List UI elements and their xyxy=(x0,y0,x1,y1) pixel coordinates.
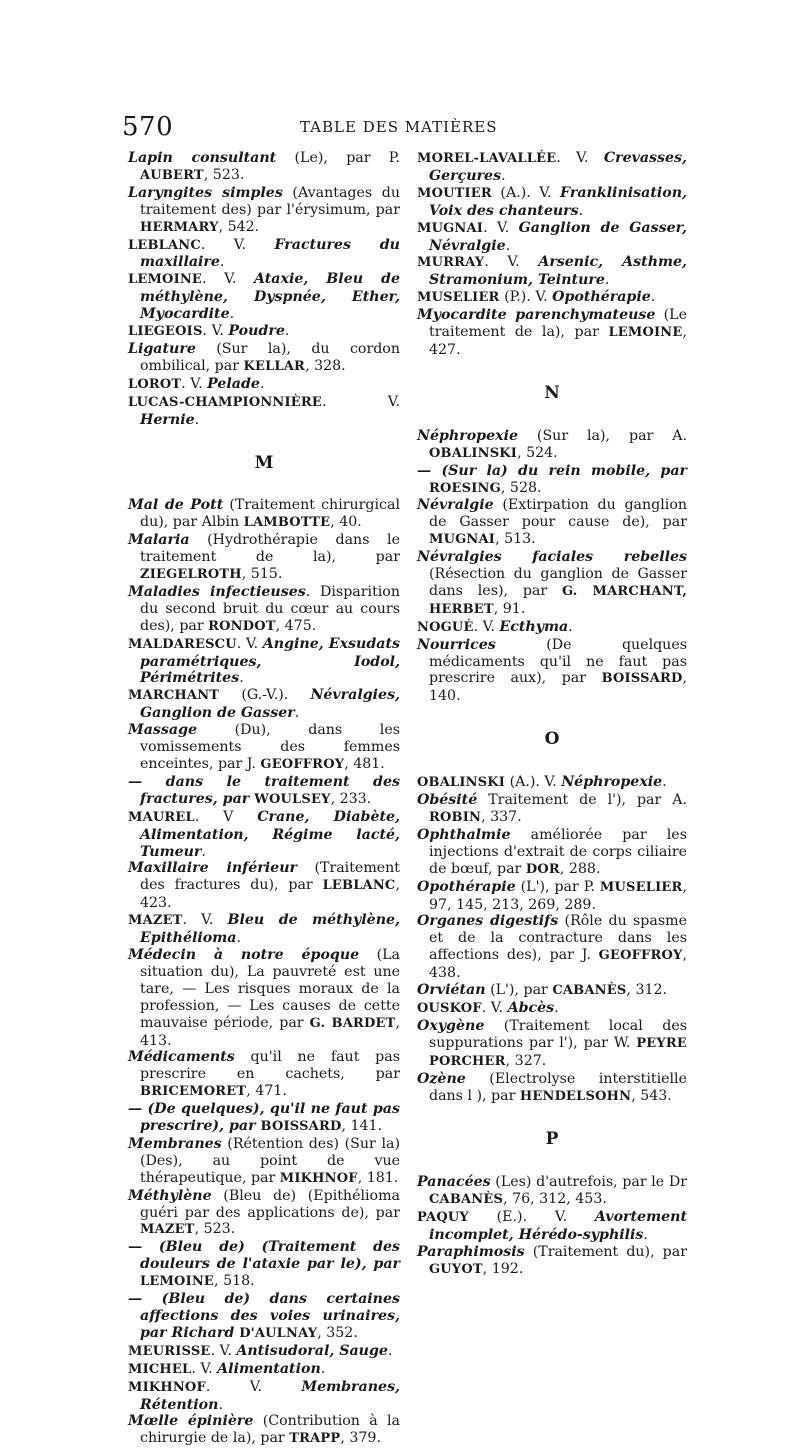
entry-text: (Sur la), par A. xyxy=(518,427,687,444)
entry-headword: Massage xyxy=(128,722,198,739)
entry-headword: Ozène xyxy=(417,1070,466,1087)
entry-text: . V. xyxy=(205,1378,302,1395)
entry-pages: , 233. xyxy=(330,790,372,807)
entry-headword: Membranes xyxy=(128,1135,222,1152)
entry-pages: , 181. xyxy=(357,1169,399,1186)
entry-text: (L'), par P. xyxy=(515,878,600,895)
entry-text: (Les) d'autrefois, par le Dr xyxy=(490,1174,687,1191)
index-entry xyxy=(417,220,687,255)
entry-headword: Myocardite parenchymateuse xyxy=(417,307,656,324)
right-column xyxy=(417,150,687,1279)
entry-pages: , 192. xyxy=(482,1260,524,1277)
entry-pages: . xyxy=(218,1396,223,1413)
index-entry xyxy=(417,982,687,1000)
index-entry xyxy=(417,879,687,914)
index-entry xyxy=(128,271,400,323)
entry-author: ROBIN xyxy=(429,810,482,825)
index-entry xyxy=(128,1361,400,1379)
entry-pages: . xyxy=(650,289,656,306)
entry-pages: , 413. xyxy=(140,1014,400,1049)
entry-author: HERMARY xyxy=(140,219,219,235)
entry-text: Traitement de l'), par A. xyxy=(477,792,687,809)
entry-headword: Ligature xyxy=(128,340,196,357)
entry-pages: , 543. xyxy=(631,1087,672,1104)
entry-pages: . xyxy=(284,323,290,340)
entry-pages: , 141. xyxy=(341,1118,383,1135)
entry-text: (Traitement chirurgical du), par Albin xyxy=(140,497,400,531)
entry-name: MURRAY xyxy=(417,255,485,271)
index-entry xyxy=(417,463,687,498)
entry-text: (A.). V. xyxy=(491,184,561,201)
entry-author: D'AULNAY xyxy=(239,1325,318,1341)
entry-text: (Du), dans les vomissements des femmes enceintes, par J. xyxy=(140,722,400,772)
entry-pages: , 76, 312, 453. xyxy=(503,1191,607,1208)
entry-name: MARCHANT xyxy=(128,688,220,704)
entry-text: . V. xyxy=(181,375,208,392)
entry-author: OBALINSKI xyxy=(429,445,518,461)
entry-text: (Le traitement de la), par xyxy=(429,307,687,341)
index-entry xyxy=(128,1101,400,1136)
index-entry xyxy=(128,947,400,1049)
entry-name: MOREL-LAVALLÉE xyxy=(417,151,557,166)
section-M xyxy=(128,497,400,1448)
entry-headword: Paraphimosis xyxy=(417,1243,525,1260)
entry-author: LAMBOTTE xyxy=(243,515,331,531)
entry-reference: Angine, Exsudats paramétriques, Iodol, Périmétrites xyxy=(140,635,400,687)
index-entry xyxy=(128,1379,400,1414)
entry-headword: Orviétan xyxy=(417,982,486,999)
entry-reference: Ataxie, Bleu de méthylène, Dyspnée, Ether, Myocardite xyxy=(140,271,400,323)
entry-pages: . xyxy=(259,375,265,392)
entry-pages: , 337. xyxy=(481,809,522,825)
entry-text: . V. xyxy=(182,912,228,929)
index-entry xyxy=(417,428,687,463)
entry-text: (Hydrothérapie dans le traitement de la), par xyxy=(140,532,400,566)
entry-text: (Le), par P. xyxy=(276,150,400,166)
entry-pages: , 523. xyxy=(203,166,245,183)
entry-author: WOULSEY xyxy=(254,791,331,807)
section-N xyxy=(417,428,687,706)
entry-author: GEOFFROY xyxy=(260,757,345,772)
entry-pages: , 438. xyxy=(429,947,687,982)
entry-name: MIKHNOF xyxy=(128,1379,206,1395)
entry-name: LIEGEOIS xyxy=(128,324,203,340)
entry-pages: , 427. xyxy=(429,324,687,358)
entry-pages: . xyxy=(643,1227,648,1244)
entry-headword: Organes digestifs xyxy=(417,913,559,930)
entry-text: qu'il ne faut pas prescrire en cachets, par xyxy=(140,1049,400,1083)
index-entry xyxy=(128,376,400,394)
entry-name: LUCAS-CHAMPIONNIÈRE xyxy=(128,394,323,410)
section-letter-M: M xyxy=(254,452,274,473)
entry-headword: Opothérapie xyxy=(417,878,516,895)
entry-author: TRAPP xyxy=(289,1431,341,1447)
index-entry xyxy=(128,394,400,429)
index-entry xyxy=(417,1174,687,1209)
entry-name: MAZET xyxy=(128,913,183,929)
index-entry xyxy=(128,1136,400,1188)
index-entry xyxy=(417,774,687,792)
entry-headword: — dans le traitement des fractures, par xyxy=(128,773,400,807)
index-entry xyxy=(128,532,400,584)
index-entry xyxy=(128,687,400,722)
entry-name: MEURISSE xyxy=(128,1343,211,1359)
entry-author: HENDELSOHN xyxy=(519,1088,632,1104)
entry-reference: Crevasses, Gerçures xyxy=(429,150,687,184)
entry-headword: Maxillaire inférieur xyxy=(128,860,297,877)
entry-reference: Arsenic, Asthme, Stramonium, Teinture xyxy=(429,254,687,289)
entry-author: AUBERT xyxy=(140,167,204,183)
index-entry xyxy=(128,1413,400,1448)
section-O xyxy=(417,774,687,1105)
entry-pages: , 528. xyxy=(500,479,542,496)
entry-pages: , 327. xyxy=(505,1052,547,1069)
entry-pages: , 542. xyxy=(218,218,260,235)
entry-headword: — (Bleu de) dans certaines affections des voies urinaires, par Richard xyxy=(128,1291,400,1341)
entry-pages: , 352. xyxy=(317,1324,358,1341)
entry-author: CABANÈS xyxy=(429,1192,504,1208)
entry-text: améliorée par les injections d'extrait de corps ciliaire de bœuf, par xyxy=(429,826,687,877)
entry-pages: , 423. xyxy=(140,877,400,912)
entry-pages: , 97, 145, 213, 269, 289. xyxy=(429,878,687,913)
entry-pages: . xyxy=(554,999,559,1016)
entry-pages: . xyxy=(568,618,573,635)
entry-text: (E.). V. xyxy=(468,1209,595,1226)
index-entry xyxy=(128,237,400,272)
entry-text: . V. xyxy=(202,323,229,340)
entry-author: DOR xyxy=(525,861,560,877)
entry-pages: , 471. xyxy=(246,1083,287,1100)
entry-pages: . xyxy=(236,930,241,947)
entry-pages: , 288. xyxy=(559,860,601,877)
index-entry xyxy=(417,1018,687,1071)
entry-headword: Ophthalmie xyxy=(417,826,511,843)
entry-name: NOGUÉ xyxy=(417,619,474,635)
entry-reference: Névralgies, Ganglion de Gasser xyxy=(140,687,400,722)
entry-author: PEYRE PORCHER xyxy=(429,1035,687,1069)
entry-reference: Bleu de méthylène, Epithélioma xyxy=(140,912,400,947)
entry-reference: Abcès xyxy=(507,999,555,1016)
entry-text: (Sur la), du cordon ombilical, par xyxy=(140,340,400,374)
entry-pages: . xyxy=(501,167,506,184)
entry-headword: Mal de Pott xyxy=(128,497,224,514)
index-entry xyxy=(417,1244,687,1279)
entry-text: (Traitement du), par xyxy=(524,1243,687,1260)
entry-headword: — (Bleu de) (Traitement des douleurs de l'ataxie par le), par xyxy=(128,1239,400,1273)
entry-author: LEBLANC xyxy=(322,878,396,894)
entry-author: GEOFFROY xyxy=(598,948,683,964)
entry-author: MUSELIER xyxy=(599,879,683,895)
entry-reference: Antisudoral, Sauge xyxy=(236,1342,388,1359)
index-entry xyxy=(128,912,400,947)
entry-headword: Névralgie xyxy=(417,497,494,514)
entry-text: (Résection du ganglion de Gasser dans les), par xyxy=(429,566,687,599)
entry-name: OBALINSKI xyxy=(417,775,506,791)
index-entry xyxy=(417,913,687,982)
entry-pages: , 379. xyxy=(340,1430,381,1447)
entry-pages: . xyxy=(320,1360,326,1377)
entry-reference: Avortement incomplet, Hérédo-syphilis xyxy=(429,1209,687,1244)
entry-pages: . xyxy=(294,705,300,722)
entry-reference: Alimentation xyxy=(217,1360,321,1377)
entry-author: LEMOINE xyxy=(608,325,683,341)
index-entry xyxy=(128,860,400,912)
entry-text: (Extirpation du ganglion de Gasser pour cause de), par xyxy=(429,497,687,531)
entry-name: MAUREL xyxy=(128,809,195,825)
index-entry xyxy=(128,185,400,237)
entry-text: (Electrolyse interstitielle dans l ), par xyxy=(429,1070,687,1104)
entry-headword: Maladies infectieuses xyxy=(128,583,306,600)
entry-text: (La situation du), La pauvreté est une tare, — Les risques moraux de la profession, — Les causes de cette mauvaise période, par xyxy=(140,946,400,1031)
page-number: 570 xyxy=(122,112,174,142)
entry-reference: Poudre xyxy=(228,323,285,340)
index-entry xyxy=(128,1188,400,1240)
entry-text: (Traitement local des suppurations par l'), par W. xyxy=(429,1017,687,1051)
entry-reference: Ecthyma xyxy=(499,618,569,635)
entry-name: MUSELIER xyxy=(417,290,500,306)
index-entry xyxy=(128,774,400,809)
entry-headword: Panacées xyxy=(417,1174,491,1191)
entry-author: BRICEMORET xyxy=(140,1084,247,1100)
entry-pages: , 524. xyxy=(517,444,558,461)
index-entry xyxy=(417,307,687,359)
entry-pages: . xyxy=(505,237,511,254)
entry-text: (Rétention des) (Sur la) (Des), au point de vue thérapeutique, par xyxy=(140,1135,400,1186)
entry-headword: Oxygène xyxy=(417,1017,485,1034)
index-entry xyxy=(128,1049,400,1101)
entry-text: . V. xyxy=(210,1342,237,1359)
index-entry xyxy=(417,827,687,879)
entry-text: (Bleu de) (Epithélioma guéri par des applications de), par xyxy=(140,1187,400,1221)
index-entry xyxy=(417,549,687,619)
entry-pages: . xyxy=(194,411,200,428)
entry-text: . V. xyxy=(191,1360,218,1377)
entry-headword: Névralgies faciales rebelles xyxy=(417,549,687,566)
entry-reference: Membranes, Rétention xyxy=(140,1378,400,1413)
entry-headword: Mœlle épinière xyxy=(128,1413,254,1430)
entry-name: LOROT xyxy=(128,376,182,392)
index-entry xyxy=(128,1343,400,1361)
index-entry xyxy=(128,1291,400,1343)
entry-name: MUGNAI xyxy=(417,220,484,236)
index-entry xyxy=(128,150,400,185)
index-entry xyxy=(417,1000,687,1018)
entry-reference: Opothérapie xyxy=(552,289,651,306)
index-entry xyxy=(128,323,400,341)
section-M-continued xyxy=(417,150,687,359)
entry-author: MIKHNOF xyxy=(279,1170,358,1186)
entry-author: ZIEGELROTH xyxy=(140,567,242,583)
entry-headword: Méthylène xyxy=(128,1187,212,1204)
entry-pages: , 515. xyxy=(241,566,283,583)
entry-text: . V. xyxy=(236,635,263,652)
index-entry xyxy=(417,1209,687,1244)
entry-reference: Pelade xyxy=(207,375,260,392)
index-entry xyxy=(417,637,687,706)
entry-pages: , 140. xyxy=(429,670,687,705)
entry-text: . V. xyxy=(556,150,604,166)
entry-text: . V. xyxy=(484,254,539,271)
entry-author: RONDOT xyxy=(208,618,276,634)
entry-name: PAQUY xyxy=(417,1210,469,1226)
entry-headword: Lapin consultant xyxy=(128,150,277,166)
entry-pages: . xyxy=(604,272,610,289)
index-entry xyxy=(417,1071,687,1106)
entry-text: . V. xyxy=(200,236,275,253)
entry-text: . V. xyxy=(322,393,400,410)
entry-author: MUGNAI xyxy=(429,532,496,548)
entry-reference: Fractures du maxillaire xyxy=(140,236,400,271)
entry-author: BOISSARD xyxy=(260,1119,342,1135)
index-entry xyxy=(417,619,687,637)
entry-author: MAZET xyxy=(140,1222,195,1238)
running-title: TABLE DES MATIÈRES xyxy=(300,118,498,136)
entry-text: . V. xyxy=(473,618,500,635)
entry-reference: Crane, Diabète, Alimentation, Régime lacté, Tumeur xyxy=(140,808,401,860)
entry-text: (P.). V. xyxy=(499,289,553,306)
entry-text: (A.). V. xyxy=(505,774,562,791)
entry-headword: Nourrices xyxy=(417,636,496,653)
entry-pages: , 40. xyxy=(330,514,362,531)
entry-author: G. BARDET xyxy=(309,1015,396,1031)
entry-pages: . xyxy=(662,774,667,791)
index-entry xyxy=(417,254,687,289)
entry-author: KELLAR xyxy=(243,358,306,374)
entry-headword: Malaria xyxy=(128,532,190,549)
entry-author: BOISSARD xyxy=(601,671,683,687)
section-letter-N: N xyxy=(544,382,560,403)
entry-pages: . xyxy=(219,254,225,271)
index-entry xyxy=(417,150,687,185)
section-letter-O: O xyxy=(544,729,560,750)
entry-headword: Néphropexie xyxy=(417,427,518,444)
index-entry xyxy=(417,497,687,549)
entry-headword: Laryngites simples xyxy=(128,184,283,201)
entry-headword: Obésité xyxy=(417,792,478,809)
entry-text: . V. xyxy=(483,219,519,236)
entry-reference: Hernie xyxy=(140,411,195,428)
entry-text: (De quelques médicaments qu'il ne faut pas prescrire aux), par xyxy=(429,636,687,687)
entry-pages: , 328. xyxy=(305,357,346,374)
index-entry xyxy=(128,497,400,532)
entry-name: MALDARESCU xyxy=(128,636,237,652)
entry-pages: , 523. xyxy=(194,1221,236,1238)
entry-author: ROESING xyxy=(429,480,501,496)
entry-text: . V. xyxy=(202,271,254,288)
entry-reference: Franklinisation, Voix des chanteurs xyxy=(429,184,687,219)
entry-author: GUYOT xyxy=(429,1261,483,1277)
index-entry xyxy=(128,809,400,861)
entry-name: LEMOINE xyxy=(128,272,203,288)
entry-reference: Ganglion de Gasser, Névralgie xyxy=(429,219,687,254)
entry-author: G. MARCHANT, HERBET xyxy=(429,583,687,617)
index-entry xyxy=(128,1239,400,1291)
entry-headword: — (Sur la) du rein mobile, par xyxy=(417,462,687,479)
index-entry xyxy=(417,792,687,827)
entry-reference: Néphropexie xyxy=(561,774,663,791)
entry-pages: . xyxy=(239,670,244,687)
entry-text: (Rôle du spasme et de la contracture dans les affections des), par J. xyxy=(429,913,687,964)
entry-author: CABANÈS xyxy=(552,983,627,999)
entry-headword: Médicaments xyxy=(128,1049,235,1066)
entry-pages: . xyxy=(578,202,584,219)
entry-text: . Disparition du second bruit du cœur au cours des), par xyxy=(140,583,400,634)
entry-text: (Traitement des fractures du), par xyxy=(140,860,401,894)
entry-text: . V xyxy=(194,808,258,825)
entry-name: LEBLANC xyxy=(128,237,201,253)
index-entry xyxy=(128,584,400,636)
entry-pages: , 312. xyxy=(626,982,668,999)
entry-headword: — (De quelques), qu'il ne faut pas prescrire), par xyxy=(128,1101,400,1135)
entry-pages: , 481. xyxy=(344,756,385,772)
entry-text: (L'), par xyxy=(485,982,553,999)
entry-name: MICHEL xyxy=(128,1361,192,1377)
entry-pages: , 518. xyxy=(214,1273,255,1290)
entry-text: (Avantages du traitement des) par l'érysimum, par xyxy=(140,184,400,218)
entry-name: OUSKOF xyxy=(417,1000,482,1016)
entry-pages: , 91. xyxy=(493,600,526,617)
entry-pages: . xyxy=(387,1342,393,1359)
index-entry xyxy=(417,289,687,307)
entry-pages: , 475. xyxy=(275,617,317,634)
index-entry xyxy=(128,341,400,376)
index-entry xyxy=(128,722,400,774)
entry-pages: . xyxy=(229,306,235,323)
entry-text: (Contribution à la chirurgie de la), par xyxy=(140,1413,400,1447)
entry-name: MOUTIER xyxy=(417,185,492,201)
left-column xyxy=(128,150,400,1448)
entry-pages: . xyxy=(201,843,206,860)
index-entry xyxy=(128,636,400,688)
section-P xyxy=(417,1174,687,1278)
entry-pages: , 513. xyxy=(495,531,536,548)
entry-text: (G.-V.). xyxy=(219,687,311,704)
section-L xyxy=(128,150,400,429)
index-entry xyxy=(417,185,687,220)
entry-author: LEMOINE xyxy=(140,1274,215,1290)
entry-text: . V. xyxy=(481,999,508,1016)
entry-headword: Médecin à notre époque xyxy=(128,946,360,963)
section-letter-P: P xyxy=(545,1129,559,1150)
